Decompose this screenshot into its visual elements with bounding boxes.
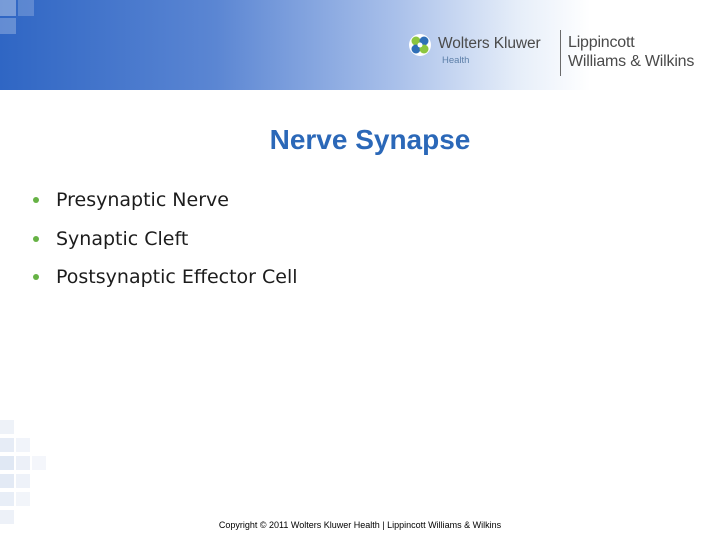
copyright-footer [0, 520, 720, 530]
bullet-item [30, 186, 298, 225]
wolters-kluwer-logo-icon [408, 33, 432, 57]
logo-divider [560, 30, 561, 76]
bullet-item [30, 263, 298, 302]
imprint-line-1: Lippincott [568, 34, 635, 51]
imprint-line-2: Williams & Wilkins [568, 53, 695, 70]
publisher-name: Wolters Kluwer [438, 35, 541, 52]
publisher-subtitle: Health [442, 55, 470, 66]
bullet-list [30, 186, 298, 302]
bullet-dot-icon [33, 274, 39, 280]
bullet-dot-icon [33, 236, 39, 242]
bullet-text: Presynaptic Nerve [56, 189, 229, 211]
bullet-text: Postsynaptic Effector Cell [56, 266, 298, 288]
bullet-dot-icon [33, 197, 39, 203]
copyright-text: Copyright © 2011 Wolters Kluwer Health | Lippincott Williams & Wilkins [218, 520, 502, 530]
slide-title: Nerve Synapse [269, 124, 471, 155]
bullet-text: Synaptic Cleft [56, 227, 189, 250]
bullet-item [30, 225, 298, 264]
